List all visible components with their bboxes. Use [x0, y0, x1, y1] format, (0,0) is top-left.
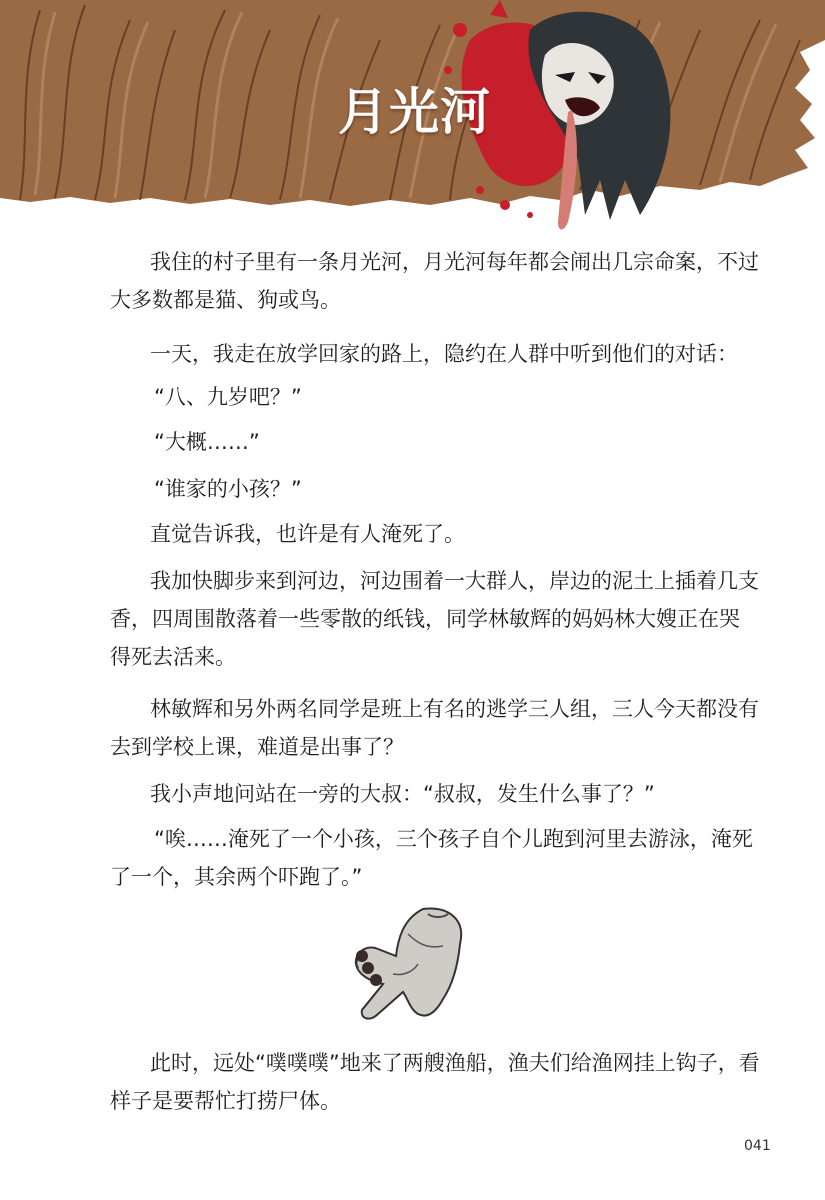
chapter-title: 月光河: [338, 83, 491, 141]
paragraph-8: 此时，远处“噗噗噗”地来了两艘渔船，渔夫们给渔网挂上钩子，看样子是要帮忙打捞尸体。: [110, 1051, 760, 1113]
page-number: 041: [744, 1138, 771, 1154]
dialogue-line-3: “谁家的小孩？”: [154, 477, 302, 501]
paragraph-6: 我小声地问站在一旁的大叔：“叔叔，发生什么事了？”: [150, 782, 655, 806]
dialogue-line-2: “大概……”: [154, 430, 260, 454]
paragraph-3: 直觉告诉我，也许是有人淹死了。: [150, 522, 465, 546]
paragraph-2: 一天，我走在放学回家的路上，隐约在人群中听到他们的对话：: [150, 342, 738, 366]
header-banner: [0, 0, 825, 240]
paragraph-7: “唉……淹死了一个小孩，三个孩子自个儿跑到河里去游泳，淹死了一个，其余两个吓跑了。”: [110, 827, 753, 889]
dialogue-line-1: “八、九岁吧？”: [154, 385, 302, 409]
paragraph-4: 我加快脚步来到河边，河边围着一大群人，岸边的泥土上插着几支香，四周围散落着一些零散的纸钱，同学林敏辉的妈妈林大嫂正在哭得死去活来。: [110, 569, 759, 669]
paragraph-5: 林敏辉和另外两名同学是班上有名的逃学三人组，三人今天都没有去到学校上课，难道是出事了？: [110, 697, 759, 759]
paragraph-1: 我住的村子里有一条月光河，月光河每年都会闹出几宗命案，不过大多数都是猫、狗或鸟。: [110, 250, 759, 312]
severed-hand-illustration: [348, 904, 470, 1028]
